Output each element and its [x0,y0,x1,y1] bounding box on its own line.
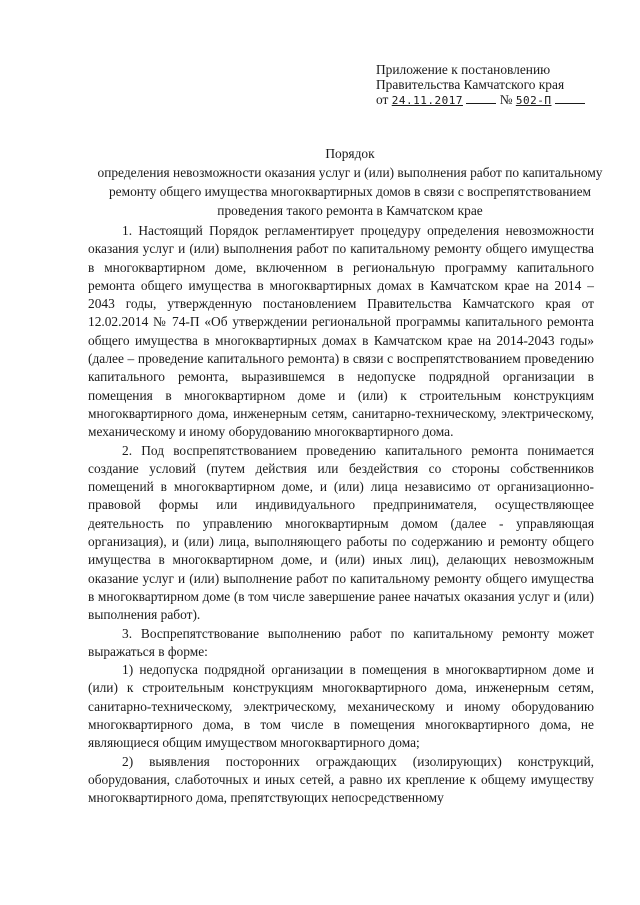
title-subtitle: определения невозможности оказания услуг и (или) выполнения работ по капитальному ремонту общего имущества многоквартирных домов в связи с воспрепятствованием проведения такого ремонта в Камчатском крае [97,165,603,218]
document-body [88,222,594,808]
paragraph-2: 2. Под воспрепятствованием проведению капитального ремонта понимается создание условий (путем действия или бездействия со стороны собственников помещений в многоквартирном доме, и (или) лица независимо от организационно-правовой формы или индивидуального предпринимателя, осуществляющее деятельность по управлению многоквартирным домом (далее - управляющая организация), и (или) лица, выполняющего работы по содержанию и ремонту общего имущества в многоквартирном доме, и (или) иных лиц), делающих невозможным оказание услуг и (или) выполнение работ по капитальному ремонту общего имущества в многоквартирном доме (в том числе завершение ранее начатых оказания услуг и (или) выполнения работ). [88,442,594,623]
appendix-date-line [376,92,585,108]
document-number: 502-П [515,94,552,107]
paragraph-3: 3. Воспрепятствование выполнению работ по капитальному ремонту может выражаться в форме: [88,625,594,659]
appendix-line-2: Правительства Камчатского края [376,77,565,92]
number-prefix: № [499,92,513,107]
title-heading: Порядок [325,146,375,161]
document-title [80,144,620,220]
date-prefix: от [376,92,389,107]
date-underline [466,102,496,104]
appendix-header [376,62,585,108]
document-date: 24.11.2017 [391,94,463,107]
number-underline [555,102,585,104]
paragraph-3-item-1: 1) недопуска подрядной организации в помещения в многоквартирном доме и (или) к строительным конструкциям многоквартирного дома, инженерным сетям, санитарно-техническому, электрическому, механическому и иному оборудованию многоквартирного дома, в том числе в помещения многоквартирного дома, не являющиеся общим имуществом многоквартирного дома; [88,662,594,751]
paragraph-1: 1. Настоящий Порядок регламентирует процедуру определения невозможности оказания услуг и (или) выполнения работ по капитальному ремонту общего имущества в многоквартирном доме, включенном в региональную программу капитального ремонта общего имущества в многоквартирных домах в Камчатском крае на 2014 – 2043 годы, утвержденную постановлением Правительства Камчатского края от 12.02.2014 № 74-П «Об утверждении региональной программы капитального ремонта общего имущества в многоквартирных домах в Камчатском крае на 2014-2043 годы» (далее – проведение капитального ремонта) в связи с воспрепятствованием проведению капитального ремонта, выразившемся в недопуске подрядной организации в помещения в многоквартирном доме и (или) к строительным конструкциям многоквартирного дома, инженерным сетям, санитарно-техническому, электрическому, механическому и иному оборудованию многоквартирного дома. [88,223,594,440]
paragraph-3-item-2: 2) выявления посторонних ограждающих (изолирующих) конструкций, оборудования, слаботочных и иных сетей, а равно их крепление к общему имуществу многоквартирного дома, препятствующих непосредственному [88,753,594,806]
appendix-line-1: Приложение к постановлению [376,62,551,77]
